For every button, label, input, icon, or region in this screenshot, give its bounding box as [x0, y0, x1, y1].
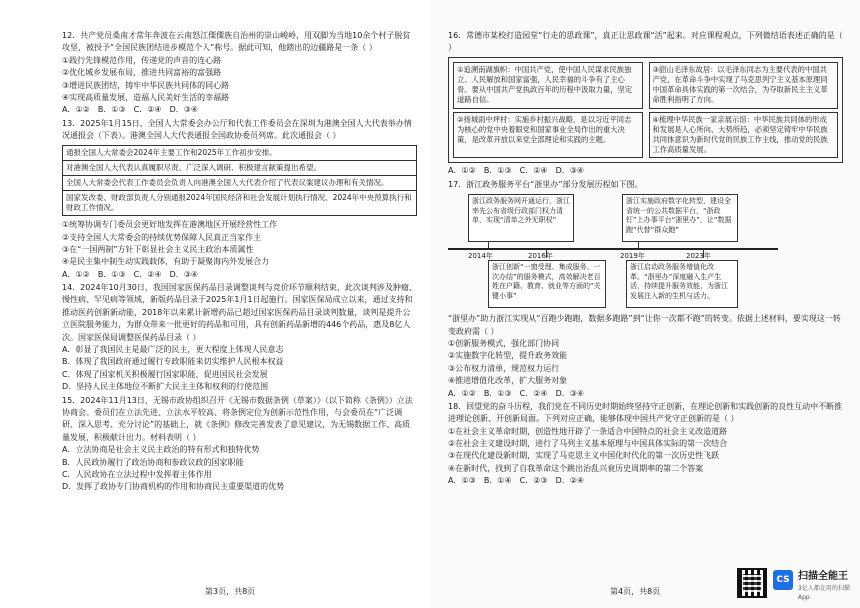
q15-option-a: A．立法协商是社会主义民主政治的特有形式和独特优势 — [62, 445, 260, 455]
q14-option-d: D．坚持人民主体地位不断扩大民主主体和权利的行使范围 — [62, 382, 269, 392]
q17-timeline — [448, 194, 843, 310]
question-12 — [62, 30, 417, 117]
q13-option-2: ②支持全国人大常委会的持续优势保障人民真正当家作主 — [62, 232, 262, 242]
q16-statement-1: ①追溯南湖旗帜：中国共产党，使中国人民谋求民族独立、人民解放和国家富强，人民幸福的斗争有了主心骨。要从中国共产党执政百年的历程中汲取力量，坚定道路自信。 — [453, 62, 643, 109]
q12-option-2: ②优化城乡发展布局，推进共同富裕的富强路 — [62, 68, 222, 78]
timeline-box-2019: 浙江实施政府数字化转型，建设全省统一的公共数据平台，“浙政钉”上办事平台“浙里办”，让“数据跑”代替“群众跑” — [622, 194, 738, 242]
q15-option-b: B．人民政协履行了政治协商和参政议政的国家职能 — [62, 457, 244, 467]
timeline-axis — [448, 248, 778, 250]
q13-table-row: 通报全国人大常委会2024年主要工作和2025年工作初步安排。 — [63, 146, 416, 161]
q13-table-row: 对港澳全国人大代表认真履职尽责、广泛深入调研、积极建言献策提出希望。 — [63, 161, 416, 176]
timeline-box-2016: 浙江创新“一窗受理、集成服务、一次办结”的服务模式，高效解决老百姓在户籍、教育、就业等方面的“关键小事” — [488, 260, 606, 308]
q13-table-row: 全国人大常委会代表工作委员会负责人向港澳全国人大代表介绍了代表议案建议办理和有关情况。 — [63, 176, 416, 191]
question-17 — [448, 179, 843, 400]
timeline-year-2019: 2019年 — [620, 252, 645, 261]
timeline-year-2014: 2014年 — [468, 252, 493, 261]
timeline-tick — [546, 249, 547, 258]
camscanner-tagline: 3亿人都在用的扫描App — [798, 585, 850, 602]
q15-option-c: C．人民政协在立法过程中发挥着主体作用 — [62, 469, 212, 479]
qr-pattern — [743, 574, 761, 592]
q18-option-3: ③在现代化建设新时期，实现了马克思主义中国化时代化的第一次历史性飞跃 — [448, 451, 720, 461]
q14-option-c: C．体现了国家机关积极履行国家职能，促进国民社会发展 — [62, 369, 268, 379]
q18-answers: A．①③ B．①④ C．②③ D．②④ — [448, 476, 585, 486]
q17-after-text: “浙里办”助力浙江实现从“百跑少跑跑，数据多跑路”到“让你一次都不跑”的转变。依据上述材料，要实现这一转变政府需（ ） — [448, 314, 841, 336]
q17-option-3: ③公布权力清单，规范权力运行 — [448, 363, 560, 373]
q12-stem: 12．共产党员桑南才常年奔波在云南怒江傈僳族自治州的崇山峻岭，用双脚为当地10余个村子脱贫攻坚，被授予“全国民族团结进步模范个人”称号。据此可知，他踏出的边疆路是一条（ ） — [62, 31, 411, 53]
q13-option-1: ①统筹协调专门委员会更好地发挥在港澳地区开展经营性工作 — [62, 220, 278, 230]
timeline-box-2023: 浙江启动政务服务增值化改革。“浙里办”深度融入生产生活，持续提升服务效能，为浙江发展注入新的生机与活力。 — [626, 260, 738, 308]
q15-stem: 15．2024年11月13日，无锡市政协组织召开《无锡市数据条例（草案）》（以下简称《条例》）立法协商会。委员们在立法先进、立法水平较高、将条例定位为创新示范性作用，与会委员在“广泛调研、深入思考、充分讨论”的基础上，就《条例》修改完善发表了意见建议，为无锡数据工作、高质量发展，积极献计出力。材料表明（ ） — [62, 395, 413, 442]
right-column — [448, 30, 843, 489]
q17-option-1: ①创新服务模式，强化部门协同 — [448, 338, 560, 348]
q16-statement-grid — [448, 57, 843, 164]
q12-option-4: ④实现高质量发展，造福人民美好生活的幸福路 — [62, 92, 230, 102]
q14-option-a: A．彰显了我国民主是最广泛的民主，更大程度上体现人民意志 — [62, 345, 284, 355]
timeline-year-2023: 2023年 — [686, 252, 711, 261]
q13-option-3: ③在“一国两制”方针下彰显社会主义民主政治本质属性 — [62, 244, 254, 254]
page-number-right: 第4页，共8页 — [610, 586, 661, 596]
q16-stem: 16．常德市某校打造园堂“行走的思政课”，真正让思政课“活”起来。对应课程观点，下列微结语表述正确的是（ ） — [448, 31, 843, 53]
q18-option-4: ④在新时代，找到了自我革命这个跳出治乱兴衰历史周期率的第二个答案 — [448, 463, 704, 473]
q12-answers: A．①② B．①③ C．②④ D．③④ — [62, 105, 199, 115]
left-column — [62, 30, 417, 495]
q18-option-2: ②在社会主义建设时期，进行了马列主义基本原理与中国具体实际的第一次结合 — [448, 439, 728, 449]
question-15 — [62, 395, 417, 494]
qr-code-icon — [737, 568, 767, 598]
q18-option-1: ①在社会主义革命时期，创造性地开辟了一条适合中国特点的社会主义改造道路 — [448, 426, 728, 436]
q16-statement-2: ②扬城雨中坪村：实施乡村振兴战略，是以习近平同志为核心的党中央着眼党和国家事业全局作出的重大决策，是改革开放以来党全部理论和实践的主题。 — [453, 112, 643, 159]
q16-statement-3: ③韶山毛泽东故居：以毛泽东同志为主要代表的中国共产党，在革命斗争中实现了马克思列宁主义基本原理同中国革命具体实践的第一次结合，为夺取新民主主义革命胜利指明了方向。 — [649, 62, 839, 109]
q14-option-b: B．体现了我国政府通过履行专政职能来切实维护人民根本权益 — [62, 357, 284, 367]
q18-stem: 18．回望党的奋斗历程，我们党在不同历史时期始终坚持守正创新，在理论创新和实践创新的良性互动中不断推进理论创新、开创新局面。下列对应正确，能够体现中国共产党守正创新的是（ ） — [448, 401, 843, 424]
q13-option-4: ④是民主集中制生动实践载体，有助于凝聚海内外发展合力 — [62, 257, 270, 267]
question-14 — [62, 282, 417, 394]
q13-answers: A．①② B．①③ C．②④ D．③④ — [62, 269, 199, 279]
q17-stem: 17．浙江政务服务平台“浙里办”部分发展历程如下图。 — [448, 179, 643, 189]
timeline-tick — [703, 249, 704, 258]
q15-option-d: D．发挥了政协专门协商机构的作用和协商民主重要渠道的优势 — [62, 482, 285, 492]
q17-option-2: ②实施数字化转型，提升政务效能 — [448, 351, 568, 361]
q17-answers: A．①② B．①③ C．②④ D．③④ — [448, 388, 585, 398]
question-18 — [448, 401, 843, 488]
timeline-year-2016: 2016年 — [528, 252, 553, 261]
q13-table-row: 国家发改委、财政部负责人分别通报2024年国民经济和社会发展计划执行情况、2024年中央预算执行和财政工作情况。 — [66, 192, 412, 213]
camscanner-name: 扫描全能王 — [798, 571, 848, 582]
page-number-left: 第3页，共8页 — [205, 586, 256, 596]
question-13 — [62, 118, 417, 281]
question-16 — [448, 30, 843, 178]
q16-answers: A．①② B．①③ C．②④ D．③④ — [448, 166, 585, 176]
right-page — [430, 0, 860, 608]
q16-statement-4: ④梳理中华民族一家亲展示馆：中华民族共同体的形成和发展是人心所向、大势所趋，必须坚定铸牢中华民族共同体意识为新时代党的民族工作主线，推动党的民族工作高质量发展。 — [649, 112, 839, 159]
q13-stem: 13．2025年1月15日，全国人大常委会办公厅和代表工作委员会在深圳为港澳全国人大代表举办情况通报会（下表）。港澳全国人大代表通报全国政协委员列席。此次通报会（ ） — [62, 118, 412, 141]
q12-option-3: ③增进民族团结，铸牢中华民族共同体的同心路 — [62, 80, 230, 90]
q13-table — [62, 145, 417, 217]
camscanner-logo-icon: CS — [773, 570, 793, 590]
timeline-box-2014: 浙江政务服务网开通运行，浙江率先公布省级行政部门权力清单，实现“清单之外无职权” — [468, 194, 574, 242]
q14-stem: 14．2024年10月30日，我国国家医保药品目录调整谈判与竞价环节顺利结束，此次谈判涉及肿瘤、慢性病、罕见病等领域，新版药品目录于2025年1月1日起施行。国家医保局成立以来，通过支持和推动医药创新新动能，2018年以来累计新增药品已超过国家医保药品目录谈判数量，谈判是提升公立医院服务能力，为群众带来一批更好的药品和可用，具有创新药品新增的446个药品，惠及8亿人次。国家医保局调整医保药品目录（ ） — [62, 283, 417, 342]
q12-option-1: ①践行先锋模范作用，传递党的声音的连心路 — [62, 55, 222, 65]
q17-option-4: ④推进增值化改革，扩大服务对象 — [448, 376, 568, 386]
